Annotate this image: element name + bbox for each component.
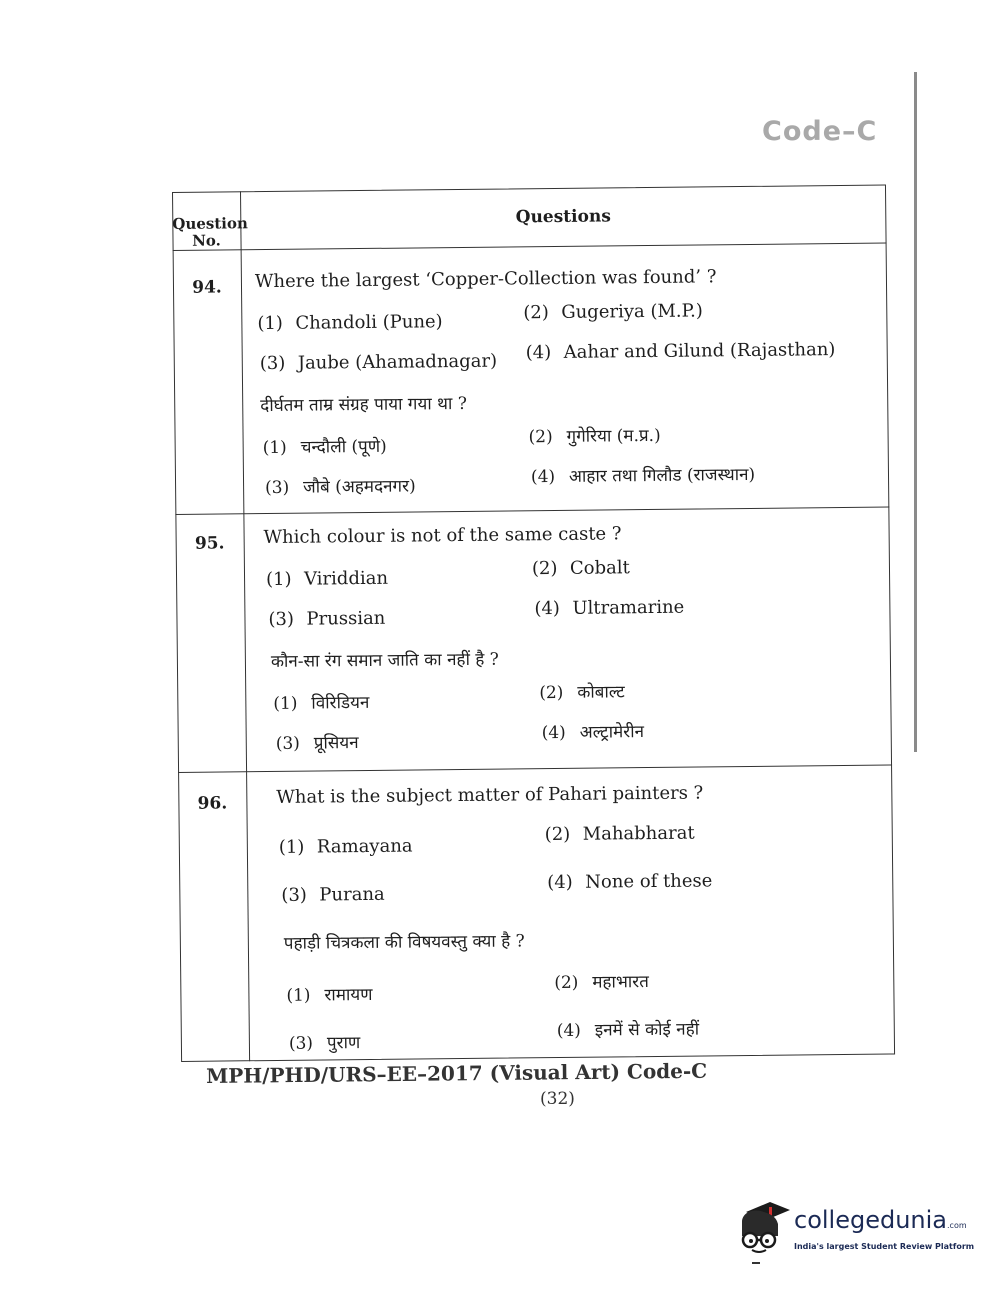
option-text: गुगेरिया (म.प्र.): [566, 425, 661, 447]
option-text: Mahabharat: [582, 822, 695, 845]
option-number: (2): [528, 427, 553, 448]
q95-option-2-en: [532, 557, 630, 579]
option-text: रामायण: [324, 984, 373, 1006]
q96-option-2-hi: [554, 969, 649, 993]
question-96-text-en: What is the subject matter of Pahari painters ?: [276, 782, 704, 808]
paper-footer: MPH/PHD/URS–EE–2017 (Visual Art) Code-C: [206, 1058, 708, 1088]
question-95-text-hi: कौन-सा रंग समान जाति का नहीं है ?: [270, 649, 499, 672]
q96-option-1-hi: [286, 982, 372, 1006]
logo-wordmark: [794, 1206, 967, 1234]
option-number: (1): [286, 985, 311, 1006]
q96-option-1-en: [279, 836, 413, 858]
student-mascot-icon: [736, 1196, 792, 1256]
option-number: (4): [556, 1020, 582, 1042]
question-table: [172, 185, 895, 1062]
q95-option-1-hi: [273, 690, 369, 714]
option-number: (3): [275, 733, 300, 754]
question-96-text-hi: पहाड़ी चित्रकला की विषयवस्तु क्या है ?: [283, 931, 525, 954]
option-number: (4): [525, 342, 552, 364]
q95-option-3-hi: [276, 730, 359, 754]
q94-option-1-hi: [263, 434, 387, 458]
q96-option-4-hi: [557, 1017, 700, 1041]
question-number-96: 96.: [197, 793, 228, 814]
q96-option-3-hi: [289, 1030, 361, 1054]
option-text: Cobalt: [569, 557, 630, 579]
q94-option-4-en: [526, 339, 836, 363]
option-number: (3): [281, 884, 307, 906]
question-94-text-hi: दीर्घतम ताम्र संग्रह पाया गया था ?: [260, 393, 468, 417]
scan-mark: [752, 1262, 760, 1264]
q96-option-3-en: [281, 884, 385, 906]
option-text: विरिडियन: [311, 692, 370, 714]
option-text: Ultramarine: [572, 596, 685, 619]
option-text: कोबाल्ट: [577, 682, 625, 703]
option-number: (1): [273, 693, 298, 714]
option-text: आहार तथा गिलौड (राजस्थान): [568, 464, 756, 487]
option-text: चन्दौली (पूणे): [300, 436, 387, 458]
header-qno-line1: Question: [172, 214, 248, 233]
question-94-text-en: Where the largest ‘Copper-Collection was found’ ?: [254, 266, 717, 293]
page-number: (32): [540, 1089, 575, 1109]
q96-option-4-en: [547, 870, 712, 893]
page-edge-rule: [914, 72, 917, 752]
option-number: (2): [554, 972, 579, 994]
option-text: Purana: [319, 883, 385, 906]
question-number-94: 94.: [192, 277, 222, 298]
paper-code-label: Code–C: [762, 116, 878, 147]
option-number: (2): [523, 302, 549, 324]
option-number: (3): [288, 1033, 314, 1054]
q94-option-2-hi: [528, 423, 660, 447]
option-number: (2): [531, 557, 558, 580]
option-number: (4): [547, 871, 573, 894]
q95-option-3-en: [268, 608, 385, 630]
q95-option-4-en: [534, 597, 684, 620]
q96-option-2-en: [545, 823, 695, 846]
q95-option-4-hi: [542, 719, 645, 743]
q94-option-2-en: [523, 300, 703, 323]
option-text: प्रूसियन: [313, 733, 359, 754]
question-95-text-en: Which colour is not of the same caste ?: [263, 523, 622, 549]
option-text: Chandoli (Pune): [295, 311, 443, 334]
q95-option-2-hi: [539, 679, 625, 703]
option-text: पुराण: [326, 1033, 361, 1054]
option-text: Ramayana: [316, 835, 413, 858]
option-number: (3): [259, 352, 286, 375]
option-text: अल्ट्रामेरीन: [579, 722, 645, 743]
option-number: (4): [541, 722, 566, 744]
option-text: महाभारत: [592, 972, 649, 993]
option-number: (4): [534, 597, 560, 620]
option-text: जौबे (अहमदनगर): [302, 476, 416, 498]
question-number-95: 95.: [194, 533, 225, 554]
collegedunia-logo: [736, 1196, 975, 1260]
option-text: Jaube (Ahamadnagar): [297, 350, 498, 374]
q94-option-3-en: [260, 351, 498, 374]
q94-option-4-hi: [531, 462, 755, 487]
q94-option-1-en: [257, 311, 442, 334]
option-number: (1): [262, 437, 287, 459]
q95-option-1-en: [266, 568, 388, 590]
option-number: (1): [257, 312, 283, 335]
option-text: Gugeriya (M.P.): [561, 300, 703, 323]
header-questions: Questions: [515, 206, 611, 228]
option-number: (3): [268, 608, 295, 631]
logo-tagline: India's largest Student Review Platform: [794, 1242, 975, 1251]
option-number: (2): [539, 682, 564, 704]
option-number: (1): [265, 568, 292, 591]
option-number: (1): [278, 836, 305, 858]
option-text: Aahar and Gilund (Rajasthan): [563, 339, 836, 363]
logo-name: collegedunia: [794, 1206, 948, 1234]
option-text: Viriddian: [303, 567, 389, 590]
header-qno-line2: No.: [192, 231, 221, 250]
q94-option-3-hi: [265, 473, 416, 498]
option-number: (3): [265, 477, 290, 499]
option-text: None of these: [585, 870, 713, 893]
header-question-no: [172, 214, 248, 250]
option-number: (2): [544, 823, 571, 846]
option-number: (4): [530, 467, 556, 488]
logo-suffix: .com: [947, 1221, 967, 1230]
option-text: इनमें से कोई नहीं: [594, 1019, 700, 1041]
option-text: Prussian: [306, 607, 386, 630]
